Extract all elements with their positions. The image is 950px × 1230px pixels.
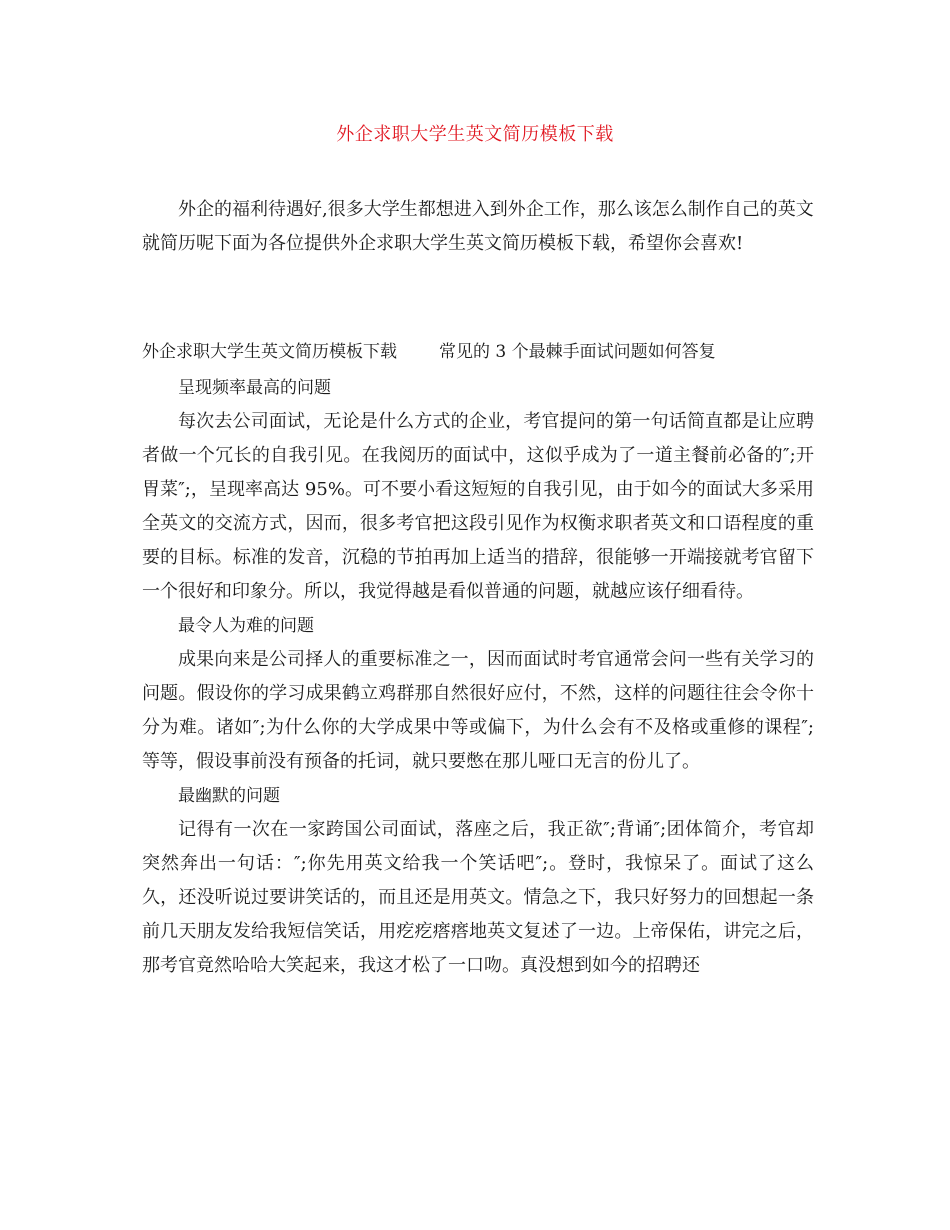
article-body (142, 371, 814, 983)
section-heading-2: 最令人为难的问题 (178, 616, 314, 636)
subtitle-right: 常见的 3 个最棘手面试问题如何答复 (439, 342, 716, 362)
subtitle-row (142, 337, 822, 367)
intro-paragraph: 外企的福利待遇好,很多大学生都想进入到外企工作，那么该怎么制作自己的英文就简历呢下面为各位提供外企求职大学生英文简历模板下载，希望你会喜欢! (142, 199, 814, 254)
section-heading-3: 最幽默的问题 (178, 786, 280, 806)
section-heading-1: 呈现频率最高的问题 (178, 378, 331, 398)
document-title: 外企求职大学生英文简历模板下载 (336, 124, 614, 145)
section-paragraph-2: 成果向来是公司择人的重要标准之一，因而面试时考官通常会问一些有关学习的问题。假设你的学习成果鹤立鸡群那自然很好应付，不然，这样的问题往往会令你十分为难。诸如″;为什么你的大学成果中等或偏下，为什么会有不及格或重修的课程″;等等，假设事前没有预备的托词，就只要憋在那儿哑口无言的份儿了。 (142, 649, 814, 772)
subtitle-left: 外企求职大学生英文简历模板下载 (142, 342, 397, 362)
section-paragraph-1: 每次去公司面试，无论是什么方式的企业，考官提问的第一句话简直都是让应聘者做一个冗长的自我引见。在我阅历的面试中，这似乎成为了一道主餐前必备的″;开胃菜″;，呈现率高达 95%。可不要小看这短短的自我引见，由于如今的面试大多采用全英文的交流方式，因而，很多考官把这段引见作为权衡求职者英文和口语程度的重要的目标。标准的发音，沉稳的节拍再加上适当的措辞，很能够一开端接就考官留下一个很好和印象分。所以，我觉得越是看似普通的问题，就越应该仔细看待。 (142, 411, 814, 602)
section-paragraph-3: 记得有一次在一家跨国公司面试，落座之后，我正欲″;背诵″;团体简介，考官却突然奔出一句话：″;你先用英文给我一个笑话吧″;。登时，我惊呆了。面试了这么久，还没听说过要讲笑话的，而且还是用英文。情急之下，我只好努力的回想起一条前几天朋友发给我短信笑话，用疙疙瘩瘩地英文复述了一边。上帝保佑，讲完之后，那考官竟然哈哈大笑起来，我这才松了一口吻。真没想到如今的招聘还 (142, 819, 814, 976)
